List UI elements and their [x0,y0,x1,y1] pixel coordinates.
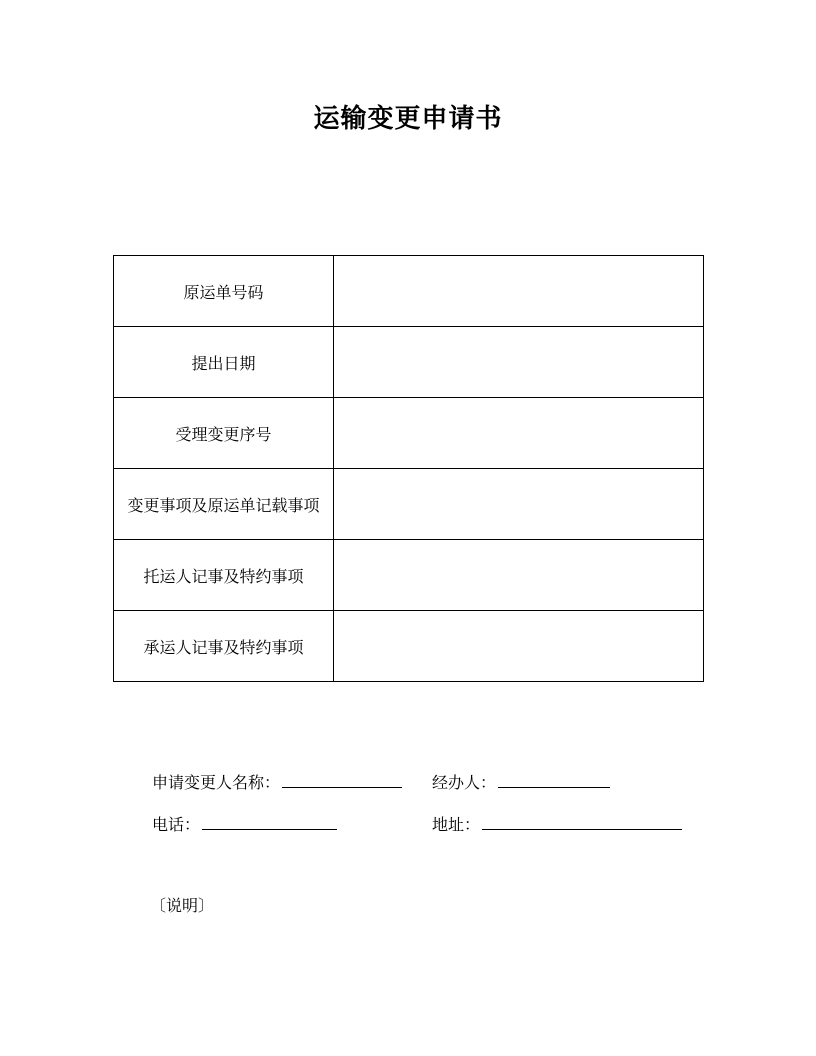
address-blank[interactable] [482,815,682,830]
table-row [114,469,704,540]
submission-date-field[interactable] [334,327,704,398]
handler-label: 经办人： [432,773,497,792]
handler-blank[interactable] [498,773,610,788]
note-text: 〔说明〕 [150,896,215,915]
carrier-notes-label: 承运人记事及特约事项 [114,611,334,682]
table-row [114,327,704,398]
change-serial-number-label: 受理变更序号 [114,398,334,469]
change-serial-number-field[interactable] [334,398,704,469]
phone-label: 电话： [152,815,201,834]
address-row [432,812,682,835]
shipper-notes-label: 托运人记事及特约事项 [114,540,334,611]
table-row [114,540,704,611]
table-row [114,611,704,682]
carrier-notes-field[interactable] [334,611,704,682]
submission-date-label: 提出日期 [114,327,334,398]
change-items-field[interactable] [334,469,704,540]
handler-row [432,770,610,793]
original-waybill-number-label: 原运单号码 [114,256,334,327]
original-waybill-number-field[interactable] [334,256,704,327]
change-items-label: 变更事项及原运单记载事项 [114,469,334,540]
shipper-notes-field[interactable] [334,540,704,611]
phone-blank[interactable] [202,815,337,830]
phone-row [152,812,337,835]
table-row [114,256,704,327]
applicant-name-row [152,770,402,793]
applicant-name-label: 申请变更人名称： [152,773,281,792]
document-title: 运输变更申请书 [313,104,503,134]
change-request-table [113,255,704,682]
table-row [114,398,704,469]
applicant-name-blank[interactable] [282,773,402,788]
address-label: 地址： [432,815,481,834]
